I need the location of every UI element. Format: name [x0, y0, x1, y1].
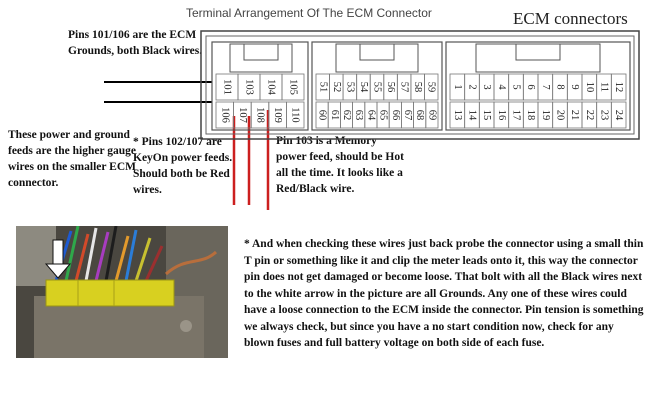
pin-label-62: 62: [341, 109, 352, 121]
keyon-note: * Pins 102/107 are KeyOn power feeds. Should both be Red wires.: [133, 136, 233, 196]
pin-label-61: 61: [328, 109, 340, 121]
large-connector-top-row: [450, 74, 626, 100]
pin-label-21: 21: [569, 109, 581, 121]
pin-label-20: 20: [554, 109, 566, 121]
pin-label-23: 23: [598, 109, 610, 121]
pin-label-54: 54: [357, 81, 369, 93]
pin-label-7: 7: [539, 84, 551, 90]
pin-label-17: 17: [510, 109, 522, 121]
pin-label-4: 4: [495, 84, 507, 90]
pin-label-57: 57: [398, 81, 410, 93]
pin-label-18: 18: [525, 109, 537, 121]
ecm-connector-diagram: [200, 30, 640, 140]
middle-connector-bottom-row: [316, 102, 438, 128]
pin-label-109: 109: [272, 107, 284, 123]
pin-label-53: 53: [344, 81, 356, 93]
pin-label-3: 3: [481, 84, 493, 90]
pin-label-55: 55: [371, 81, 383, 93]
pin-label-69: 69: [426, 109, 438, 121]
pin-label-13: 13: [451, 109, 463, 121]
diagram-title: Terminal Arrangement Of The ECM Connector: [186, 6, 432, 20]
pin-label-105: 105: [287, 79, 299, 95]
pin-label-104: 104: [265, 79, 277, 95]
pin-label-110: 110: [289, 107, 301, 123]
pin-label-5: 5: [510, 84, 522, 90]
pin-label-52: 52: [330, 81, 342, 93]
pin-label-51: 51: [317, 81, 329, 93]
pin-label-68: 68: [414, 109, 426, 121]
pin-label-2: 2: [466, 84, 478, 90]
pin-label-56: 56: [385, 81, 397, 93]
pin-label-108: 108: [254, 107, 266, 123]
pin-label-58: 58: [412, 81, 424, 93]
middle-connector-top-row: [316, 74, 438, 100]
pin-label-24: 24: [613, 109, 625, 121]
pin-label-66: 66: [389, 109, 401, 121]
pin-label-19: 19: [539, 109, 551, 121]
small-connector-top-row: [216, 74, 304, 100]
pin-label-59: 59: [425, 81, 437, 93]
pin-label-103: 103: [243, 79, 255, 95]
pin-label-6: 6: [525, 84, 537, 90]
pin-label-15: 15: [481, 109, 493, 121]
pin-label-1: 1: [451, 84, 463, 90]
pin-label-107: 107: [236, 107, 248, 123]
pin-label-60: 60: [316, 109, 328, 121]
pin-label-101: 101: [221, 79, 233, 95]
pin-label-10: 10: [583, 81, 595, 93]
pin-label-9: 9: [569, 84, 581, 90]
large-connector-bottom-row: [450, 102, 626, 128]
pin-label-67: 67: [402, 109, 413, 121]
pin-label-22: 22: [583, 109, 595, 121]
pin-label-106: 106: [219, 107, 231, 123]
pin-label-63: 63: [353, 109, 365, 121]
memory-note: Pin 103 is a Memory power feed, should be Hot all the time. It looks like a Red/Black wire.: [276, 135, 404, 195]
back-probe-note: * And when checking these wires just back probe the connector using a small thin T pin or something like it and clip the meter leads onto it, this way the connector pin does not get damaged or become loose. That bolt with all the Black wires next to the white arrow in the picture are all Grounds. Any one of these wires could have a loose connection to the ECM inside the connector. Pin tension is something we always check, but since you have a no start condition now, check for any blown fuses and full battery voltage on both side of each fuse.: [244, 238, 644, 349]
ecm-connectors-label: ECM connectors: [513, 9, 628, 28]
pin-label-64: 64: [365, 109, 377, 121]
pin-label-12: 12: [613, 81, 625, 93]
yellow-connector: [46, 280, 174, 306]
ecm-photo: [16, 226, 228, 358]
pin-label-14: 14: [466, 109, 478, 121]
grounds-note: Pins 101/106 are the ECM Grounds, both Black wires.: [68, 29, 203, 57]
small-connector-bottom-row: [216, 102, 304, 128]
power-ground-note: These power and ground feeds are the higher gauge wires on the smaller ECM connector.: [8, 129, 136, 189]
pin-label-16: 16: [495, 109, 507, 121]
pin-label-8: 8: [554, 84, 566, 90]
pin-label-11: 11: [598, 81, 610, 93]
pin-label-65: 65: [377, 109, 389, 121]
